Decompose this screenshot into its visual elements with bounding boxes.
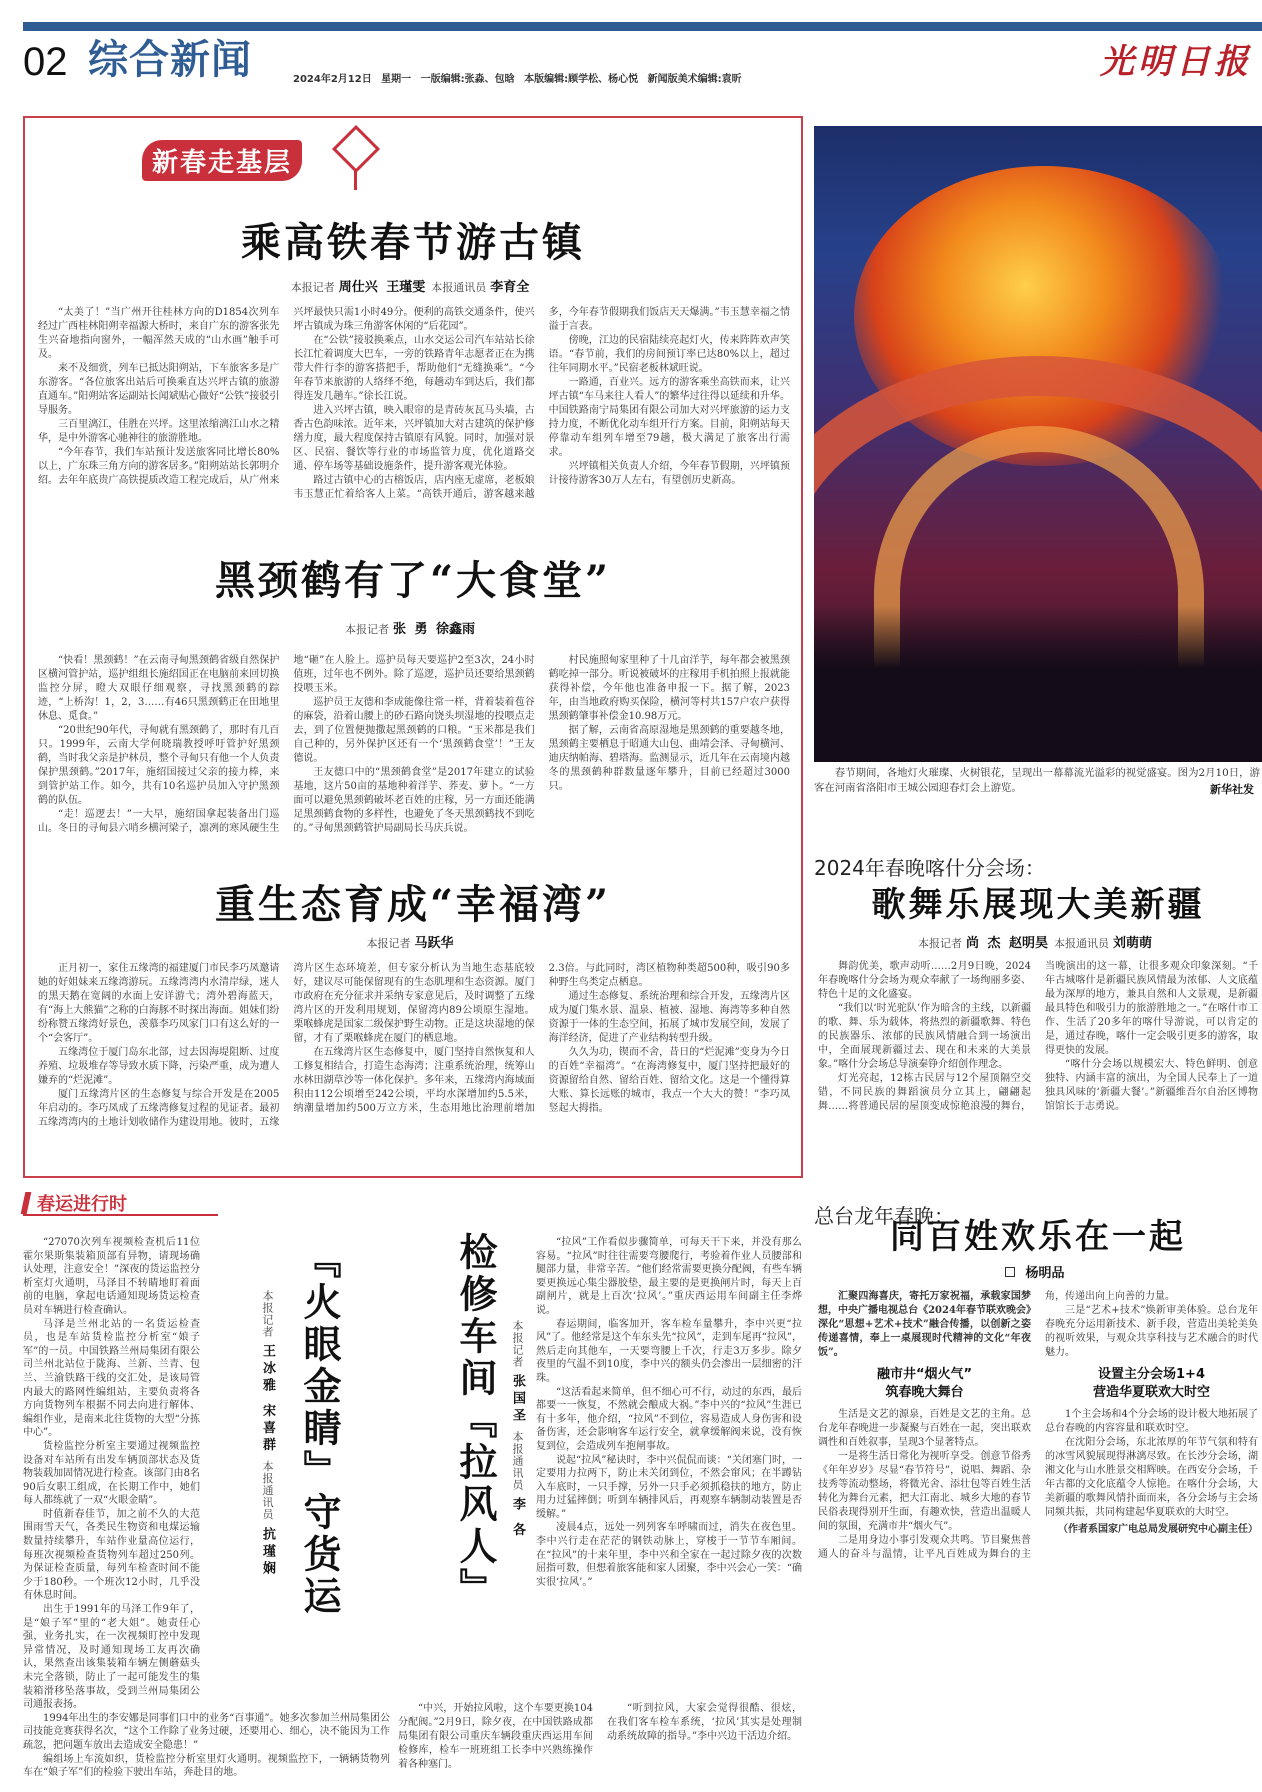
paragraph: 马泽是兰州北站的一名货运检查员，也是车站货检监控分析室“娘子军”的一员。中国铁路兰州局集团有限公司兰州北站位于陇海、兰新、兰青、包兰、兰渝铁路干线的交汇处，是该局管内最大的路网性编组站，主要负责将各方向货物列车根据不同去向进行解体、编组作业，是南来北往货物的大型“分拣中心”。: [23, 1318, 200, 1439]
paragraph: “走！巡逻去！”一大早，施绍国拿起装备出门巡山。冬日的寻甸县六哨乡横河梁子，凛冽的寒风硬生生地“砸”在人脸上。巡护员每天要巡护2至3次，24小时值班，过年也不例外。除了巡逻，巡护员还要给黑颈鹤投喂玉米。: [38, 655, 535, 834]
correspondent: 李 各: [510, 1497, 525, 1540]
byline-label: 本报通讯员: [431, 281, 487, 294]
page-number: 02: [23, 40, 68, 84]
paragraph: 出生于1991年的马泽工作9年了，是“娘子军”里的“老大姐”。她责任心强，业务扎实，在一次视频盯控中发现异常情况，及时通知现场工友再次确认，果然查出该集装箱车辆左侧蘑菇头未完全落锁，防止了一起可能发生的集装箱滑移坠落事故，受到兰州局集团公司通报表扬。: [23, 1604, 200, 1711]
paragraph: 路过古镇中心的古榕饭店，店内座无虚席，老板娘韦玉慧正忙着给客人上菜。“高铁开通后，游客越来越多，今年春节假期我们饭店天天爆满。”韦玉慧幸福之情溢于言表。: [293, 307, 790, 500]
article-byline: [35, 618, 791, 637]
reporters: 王冰雅 宋喜群: [260, 1344, 275, 1455]
paragraph: “中兴，开始拉风啦，这个车要更换104分配阀。”2月9日，除夕夜，在中国铁路成都局集团有限公司重庆车辆段重庆西运用车间检修库，检车一班班组工长李中兴熟练操作着各种塞门。: [398, 1703, 593, 1770]
article-body: [398, 1702, 802, 1772]
paragraph: 汇聚四海喜庆，寄托万家祝福，承载家国梦想，中央广播电视总台《2024年春节联欢晚会》深化“思想+艺术+技术”融合传播，以创新之姿传递喜情，奉上一桌展现时代精神的文化“年夜饭”。: [818, 1291, 1031, 1358]
paragraph: 久久为功，锲而不舍，昔日的“烂泥滩”变身为今日的百姓“幸福湾”。“在海湾修复中，厦门坚持把最好的资源留给自然、留给百姓、留给文化。这是一个懂得算大账、算长远账的城市，我点一个大大的赞！”李巧凤竖起大拇指。: [548, 1047, 790, 1114]
article-byline: [814, 932, 1262, 951]
paragraph: 在五缘湾片区生态修复中，厦门坚持自然恢复和人工修复相结合，打造生态海湾；注重系统治理，统筹山水林田湖草沙等一体化保护。多年来，五缘湾内海域面积由112公顷增至242公顷，平均水深增加约5.5米，纳潮量增加约500万立方米，生态用地比治理前增加2.3倍。与此同时，湾区植物种类超500种，吸引90多种野生鸟类定点栖息。: [293, 963, 790, 1114]
paragraph: 进入兴坪古镇，映入眼帘的是青砖灰瓦马头墙，古香古色韵味浓。近年来，兴坪镇加大对古建筑的保护修缮力度，最大程度保持古镇原有风貌。同时，加强对景区、民宿、餐饮等行业的市场监管力度，优化道路交通、停车场等基础设施条件，提升游客观光体验。: [293, 405, 535, 472]
article-title: 歌舞乐展现大美新疆: [871, 885, 1205, 925]
reporters: 张国圣: [510, 1374, 525, 1425]
paragraph: “这活看起来简单，但不细心可不行，动过的东西，最后都要一一恢复，不然就会酿成大祸。”李中兴的“拉风”生涯已有十多年，他介绍，“拉风”不到位，容易造成人身伤害和设备伤害，还会影响客车运行安全，就拿缓解阀来说，没有恢复到位，会造成列车抱闸事故。: [536, 1386, 802, 1452]
byline-label: 本报通讯员: [261, 1460, 274, 1521]
paragraph: 二是用身边小事引发观众共鸣。节目聚焦普通人的奋斗与温情，让平凡百姓成为舞台的主角，传递出向上向善的力量。: [818, 1291, 1175, 1560]
paragraph: 三百里漓江，佳胜在兴坪。这里浓缩漓江山水之精华，是中外游客心驰神往的旅游胜地。: [38, 419, 280, 444]
paragraph: “27070次列车视频检查机后11位霍尔果斯集装箱顶部有异物，请现场确认处理，注意安全！”深夜的货运监控分析室灯火通明，马泽目不转睛地盯着面前的电脑，拿起电话通知现场货运检查员对车辆进行检查确认。: [23, 1237, 200, 1316]
paragraph: 货检监控分析室主要通过视频监控设备对车站所有出发车辆顶部状态及货物装载加固情况进行检查。该部门由8名90后女职工组成，在长期工作中，她们每人都练就了一双“火眼金睛”。: [23, 1440, 200, 1507]
article-body: [536, 1236, 802, 1589]
article-byline: [35, 276, 791, 295]
reporters: 张 勇 徐鑫雨: [392, 622, 476, 637]
paragraph: “快看！黑颈鹤！”在云南寻甸黑颈鹤省级自然保护区横河管护站，巡护组组长施绍国正在电脑前来回切换监控分屏，瞪大双眼仔细观察，寻找黑颈鹤的踪迹，“上桥沟！1，2，3……有46只黑颈鹤正在田地里休息、觅食。”: [38, 655, 280, 722]
chinese-knot-icon: [332, 125, 380, 173]
issue-meta: 2024年2月12日 星期一 一版编辑:张淼、包晗 本版编辑:顾学松、杨心悦 新闻版美术编辑:袁昕: [293, 74, 742, 85]
paragraph: 灯光亮起，12栋古民居与12个屋顶隔空交错，不同民族的舞蹈演员分立其上，翩翩起舞……将普通民居的屋顶变成惊艳浪漫的舞台，当晚演出的这一幕，让很多观众印象深刻。“千年古城喀什是新疆民族风情最为浓郁、人文底蕴最为深厚的地方，兼具自然和人文景观，是新疆最具特色和吸引力的旅游胜地之一。”在喀什市工作、生活了20多年的喀什导游说，可以肯定的是，通过春晚，喀什一定会吸引更多的游客，取得更快的发展。: [818, 961, 1258, 1112]
paragraph: 巡护员王友德和李成能像往常一样，背着装着苞谷的麻袋，沿着山腰上的砂石路向饶头坝湿地的投喂点走去，到了位置便抛撒起黑颈鹤的口粮。“玉米都是我们自己种的，另外保护区还有一个‘黑颈鹤食堂’！”王友德说。: [293, 697, 535, 764]
newspaper-logo: 光明日报: [1100, 42, 1252, 82]
tassel-icon: [354, 170, 357, 190]
article-title: 乘高铁春节游古镇: [241, 219, 585, 266]
byline-label: 本报记者: [917, 937, 962, 950]
article-body: [38, 306, 790, 528]
paragraph: 兴坪镇相关负责人介绍，今年春节假期，兴坪镇预计接待游客30万人左右，有望创历史新高。: [548, 461, 790, 486]
article-kicker: 2024年春晚喀什分会场：: [814, 856, 1045, 880]
article-kicker: 总台龙年春晚：: [814, 1204, 954, 1228]
paragraph: 一路通，百业兴。远方的游客乘坐高铁而来，让兴坪古镇“车马来往人看人”的繁华过往得以延续和升华。中国铁路南宁局集团有限公司加大对兴坪旅游的运力支持力度，不断优化动车组开行方案。目前，阳朔站每天停靠动车组列车增至79趟，极大满足了旅客出行需求。: [548, 377, 790, 458]
paragraph: 生活是文艺的源泉，百姓是文艺的主角。总台龙年春晚进一步凝聚与百姓在一起，突出联欢调性和百姓叙事，呈现3个显著特点。: [818, 1409, 1031, 1448]
paragraph: 正月初一，家住五缘湾的福建厦门市民李巧凤邀请她的好姐妹来五缘湾游玩。五缘湾湾内水清岸绿，迷人的黑天鹅在宽阔的水面上安详游弋；湾外碧海蓝天，有“海上大熊猫”之称的白海豚不时探出海面。姐妹们纷纷称赞五缘湾好景色，羡慕李巧凤家门口有这么好的一个“会客厅”。: [38, 963, 280, 1044]
paragraph: 时值新春佳节，加之前不久的大范围雨雪天气，各类民生物资和电煤运输数量持续攀升，车站作业量高位运行，每班次视频检查货物列车超过250列。为保证检查质量，每列车检查时间不能少于180秒。一个班次12小时，几乎没有休息时间。: [23, 1508, 200, 1602]
byline-label: 本报通讯员: [1054, 937, 1110, 950]
article-title: 黑颈鹤有了“大食堂”: [214, 557, 611, 604]
section-tag-label: 春运进行时: [37, 1194, 127, 1215]
article-title: 检修车间『拉风人』: [453, 1232, 498, 1610]
lantern-festival-photo: [814, 126, 1262, 762]
byline-label: 本报记者: [366, 937, 411, 950]
banner-label: 新春走基层: [142, 140, 302, 181]
byline-label: 本报通讯员: [511, 1431, 524, 1491]
paragraph: 1994年出生的李安娜是同事们口中的业务“百事通”。她多次参加兰州局集团公司技能竞赛获得名次，“这个工作除了业务过硬，还要用心、细心，决不能因为工作疏忽，把问题车放出去造成安全隐患！”: [23, 1712, 390, 1751]
article-title: 同百姓欢乐在一起: [890, 1217, 1186, 1257]
subheading: 融市井“烟火气” 筑春晚大舞台: [876, 1367, 973, 1400]
crowd: [814, 606, 1262, 762]
byline-label: 本报记者: [290, 281, 335, 294]
paragraph: “今年春节，我们车站预计发送旅客同比增长80%以上，广东珠三角方向的游客居多。”阳朔站站长郭明介绍。去年年底贵广高铁提质改造工程完成后，从广州来兴坪最快只需1小时49分。便利的高铁交通条件，使兴坪古镇成为珠三角游客休闲的“后花园”。: [38, 307, 535, 486]
feature-banner: [134, 132, 394, 186]
paragraph: 凌晨4点，远处一列列客车呼啸而过，消失在夜色里。李中兴行走在茫茫的钢铁动脉上，穿梭于一节节车厢间。在“拉风”的十来年里，李中兴和全家在一起过除夕夜的次数屈指可数，但想着旅客能和家人团聚，李中兴会心一笑：“确实很‘拉风’。”: [536, 1522, 802, 1588]
article-title: 『火眼金睛』守货运: [297, 1240, 342, 1618]
article-byline: [814, 1262, 1262, 1281]
photo-credit: 新华社发: [1210, 783, 1254, 796]
paragraph: 来不及细赏，列车已抵达阳朔站，下车旅客多是广东游客。“各位旅客出站后可换乘直达兴坪古镇的旅游直通车。”阳朔站客运副站长闻斌贴心做好“公铁”接驳引导服务。: [38, 363, 280, 416]
tag-bar-icon: [21, 1192, 32, 1214]
paragraph: “我们以‘时光驼队’作为暗含的主线，以新疆的歌、舞、乐为载体，将热烈的新疆歌舞、特色的民族器乐、浓郁的民族风情融合到一场演出中，全面展现新疆过去、现在和未来的大美景象。”喀什分会场总导演秦铮介绍创作理念。: [818, 1003, 1031, 1070]
reporters: 尚 杰 赵明昊: [965, 936, 1049, 951]
byline-label: 本报记者: [261, 1290, 274, 1338]
byline-label: 本报记者: [344, 623, 389, 636]
reporters: 马跃华: [414, 936, 454, 951]
masthead-rule: [23, 22, 1262, 31]
paragraph: 三是“艺术+技术”焕新审美体验。总台龙年春晚充分运用新技术、新手段，营造出美轮美奂的视听效果，与观众共享科技与艺术融合的时代魅力。: [1045, 1305, 1258, 1358]
section-tag: [23, 1190, 218, 1216]
paragraph: 一是将生活日常化为视听享受。创意节俗秀《年年岁岁》尽显“春节符号”，说唱、舞蹈、杂技秀等流动整场，将微光舍、添壮包等百姓生活转化为舞台元素，把大江南北、城乡大地的春节民俗表现得别开生面，有趣欢快，营造出温暖人间的氛围，充满市井“烟火气”。: [818, 1451, 1031, 1532]
paragraph: 据了解，云南省高原湿地是黑颈鹤的重要越冬地，黑颈鹤主要栖息于昭通大山包、曲靖会泽、寻甸横河、迪庆纳帕海、碧塔海。监测显示，近几年在云南境内越冬的黑颈鹤种群数量逐年攀升，目前已经超过3000只。: [548, 725, 790, 792]
paragraph: 在沈阳分会场，东北浓厚的年节气氛和特有的冰雪风貌展现得淋漓尽致。在长沙分会场，湖湘文化与山水胜景交相辉映。在西安分会场，千年古都的文化底蕴令人惊艳。在喀什分会场，大美新疆的歌舞风情扑面而来，各分会场与主会场同频共振，共同构建起华夏联欢的大时空。: [1045, 1437, 1258, 1518]
article-body: [38, 962, 790, 1168]
article-byline: [508, 1320, 527, 1580]
article-body: [818, 960, 1258, 1166]
article-title: 重生态育成“幸福湾”: [214, 881, 611, 928]
correspondent: 抗瑾娴: [260, 1526, 275, 1578]
author: 杨明品: [1025, 1266, 1065, 1281]
author-note: （作者系国家广电总局发展研究中心副主任）: [1058, 1524, 1258, 1535]
article-body: [818, 1290, 1258, 1786]
paragraph: 王友德口中的“黑颈鹤食堂”是2017年建立的试验基地，这片50亩的基地种着洋芋、荞麦、萝卜。“一方面可以避免黑颈鹤破坏老百姓的庄稼，另一方面还能满足黑颈鹤食物的多样性，也避免了冬天黑颈鹤找不到吃的。”寻甸黑颈鹤管护局副局长马庆兵说。: [293, 767, 535, 834]
section-title: 综合新闻: [88, 37, 252, 83]
paragraph: “拉风”工作看似步骤简单，可每天干下来，并没有那么容易。“拉风”时往往需要弯腰爬行，考验着作业人员腰部和腿部力量，非常辛苦。“他们经常需要更换分配阀，有些车辆要更换远心集尘器胶垫，最主要的是更换闸片时，每天上百副闸片，就是上百次‘拉风’。”重庆西运用车间副主任李烨说。: [536, 1237, 802, 1316]
reporters: 周仕兴 王瑾雯: [338, 280, 426, 295]
article-byline: [258, 1290, 277, 1590]
paragraph: 厦门五缘湾片区的生态修复与综合开发是在2005年启动的。李巧凤成了五缘湾修复过程的见证者。最初五缘湾湾内的土地计划收储作为建设用地。彼时，五缘湾片区生态环境差，但专家分析认为当地生态基底较好，建议尽可能保留现有的生态肌理和生态资源。厦门市政府在充分征求并采纳专家意见后，及时调整了五缘湾片区的开发利用规划，保留湾内89公顷原生湿地。栗喉蜂虎是国家二级保护野生动物。正是这块湿地的保留，才有了栗喉蜂虎在厦门的栖息地。: [38, 963, 535, 1128]
paragraph: 在“公铁”接驳换乘点，山水交运公司汽车站站长徐长江忙着调度大巴车，一旁的铁路青年志愿者正在为携带大件行李的游客搭把手，帮助他们“无缝换乘”。“今年春节来旅游的人络绎不绝，每趟动车到达后，我们都得连发几趟车。”徐长江说。: [293, 335, 535, 402]
square-icon: [1005, 1267, 1015, 1277]
paragraph: “太美了！”当广州开往桂林方向的D1854次列车经过广西桂林阳朔幸福源大桥时，来自广东的游客张先生兴奋地指向窗外，一幅浑然天成的“山水画”触手可及。: [38, 307, 280, 360]
article-body: [38, 654, 790, 876]
paragraph: “20世纪90年代，寻甸就有黑颈鹤了，那时有几百只。1999年，云南大学何晓瑞教授呼吁管护好黑颈鹤，当时我父亲是护林员，整个寻甸只有他一个人负责保护黑颈鹤。”2017年，施绍国接过父亲的接力棒，来到管护站工作。如今，共有10名巡护员加入守护黑颈鹤的队伍。: [38, 725, 280, 806]
paragraph: 春运期间，临客加开，客车检车量攀升，李中兴更“拉风”了。他经常是这个车东头先“拉风”，走到车尾再“拉风”，然后走向其他车，一天要弯腰上千次，行走3万多步。除夕夜里的气温不到10度，李中兴的额头仍会渗出一层细密的汗珠。: [536, 1318, 802, 1384]
paragraph: 通过生态修复、系统治理和综合开发，五缘湾片区成为厦门集水景、温泉、植被、湿地、海湾等多种自然资源于一体的生态空间，拓展了城市发展空间，发展了海洋经济，促进了产业结构转型升级。: [548, 991, 790, 1044]
paragraph: 五缘湾位于厦门岛东北部，过去因海堤阻断、过度养殖、垃圾堆存等导致水质下降，污染严重，成为遭人嫌弃的“烂泥滩”。: [38, 1047, 280, 1086]
paragraph: 傍晚，江边的民宿陆续亮起灯火，传来阵阵欢声笑语。“春节前，我们的房间预订率已达80%以上，超过往年同期水平。”民宿老板林斌旺说。: [548, 335, 790, 374]
correspondent: 李育全: [490, 280, 530, 295]
subheading: 设置主分会场1+4 营造华夏联欢大时空: [1092, 1367, 1210, 1400]
paragraph: 说起“拉风”秘诀时，李中兴侃侃而谈：“关闭塞门时，一定要用力拉两下，防止未关闭到位，不然会窜风；在半蹲钻入车底时，一只手撑，另外一只手必须抓稳扶的地方，防止用力过猛摔倒；听到车辆排风后，再观察车辆制动装置是否缓解。”: [536, 1454, 802, 1520]
paragraph: “听到拉风，大家会觉得很酷、很炫，在我们客车检车系统，‘拉风’其实是处理制动系统故障的指导。”李中兴边干活边介绍。: [607, 1703, 802, 1742]
article-byline: [35, 932, 791, 951]
paragraph: “喀什分会场以规模宏大、特色鲜明、创意独特、内涵丰富的演出，为全国人民奉上了一道独具风味的‘新疆大餐’。”新疆维吾尔自治区博物馆馆长于志勇说。: [1045, 1059, 1258, 1112]
paragraph: 村民施照甸家里种了十几亩洋芋，每年都会被黑颈鹤吃掉一部分。听说被破坏的庄稼用手机拍照上报就能获得补偿，今年他也准备申报一下。据了解，2023年，由当地政府购买保险，横河等村共157户农户获得黑颈鹤肇事补偿金10.98万元。: [548, 655, 790, 722]
paragraph: 舞韵优美，歌声动听……2月9日晚，2024年春晚喀什分会场为观众奉献了一场绚丽多姿、特色十足的文化盛宴。: [818, 961, 1031, 1000]
paragraph: 1个主会场和4个分会场的设计极大地拓展了总台春晚的内容容量和联欢时空。: [1045, 1409, 1258, 1434]
correspondent: 刘萌萌: [1113, 936, 1153, 951]
paragraph: 编组场上车流如织，货检监控分析室里灯火通明。视频监控下，一辆辆货物列车在“娘子军”们的检验下驶出车站，奔赴目的地。: [23, 1753, 390, 1779]
byline-label: 本报记者: [511, 1320, 524, 1368]
section-body: [1045, 1408, 1258, 1520]
photo-caption: 春节期间，各地灯火璀璨、火树银花，呈现出一幕幕流光溢彩的视觉盛宴。图为2月10日，游客在河南省洛阳市王城公园迎春灯会上游览。: [814, 767, 1260, 794]
